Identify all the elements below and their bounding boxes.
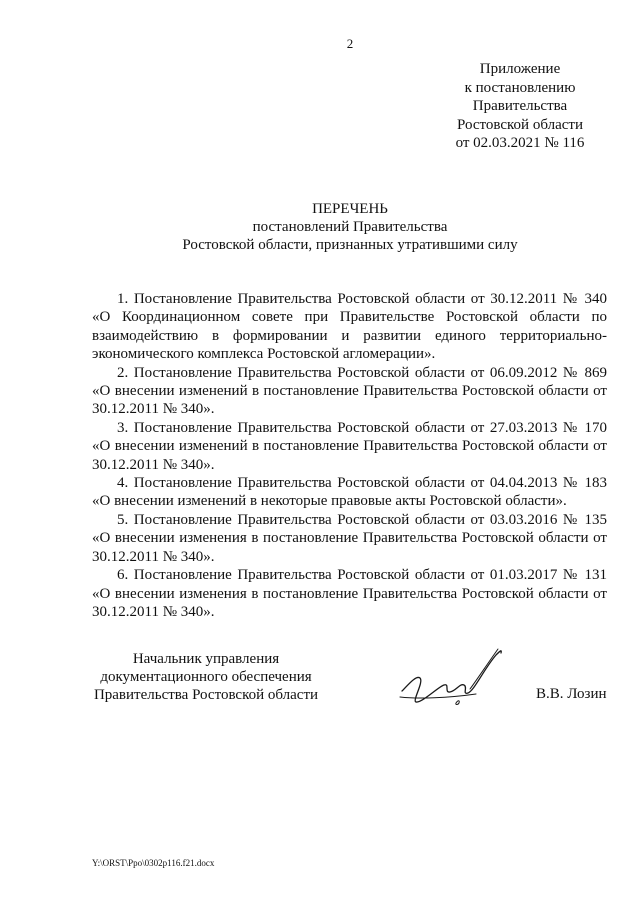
list-item: 6. Постановление Правительства Ростовской области от 01.03.2017 № 131 «О внесении изменения в постановление Правительства Ростовской области от 30.12.2011 № 340». <box>92 567 607 620</box>
signatory-title-line: Правительства Ростовской области <box>93 687 319 703</box>
appendix-line: Приложение <box>479 61 561 77</box>
list-item: 3. Постановление Правительства Ростовской области от 27.03.2013 № 170 «О внесении изменений в постановление Правительства Ростовской области от 30.12.2011 № 340». <box>92 419 607 473</box>
title-subtitle-line: Ростовской области, признанных утратившими силу <box>182 237 518 253</box>
appendix-block <box>440 60 600 153</box>
signatory-title-line: документационного обеспечения <box>100 669 312 685</box>
footer-file-path: Y:\ORST\Ppo\0302p116.f21.docx <box>92 858 215 868</box>
handwritten-signature <box>398 645 508 717</box>
title-heading: ПЕРЕЧЕНЬ <box>312 201 388 217</box>
appendix-line: к постановлению <box>464 79 576 96</box>
document-title <box>0 200 640 254</box>
appendix-line: Правительства <box>472 98 568 114</box>
list-item: 1. Постановление Правительства Ростовской области от 30.12.2011 № 340 «О Координационном совете при Правительстве Ростовской области по взаимодействию в формировании и развитии единого территориально-экономического комплекса Ростовской агломерации». <box>92 291 607 363</box>
resolution-list <box>92 290 607 621</box>
signatory-name: В.В. Лозин <box>536 686 607 702</box>
list-item: 4. Постановление Правительства Ростовской области от 04.04.2013 № 183 «О внесении изменений в некоторые правовые акты Ростовской области». <box>92 475 607 510</box>
list-item: 2. Постановление Правительства Ростовской области от 06.09.2012 № 869 «О внесении изменений в постановление Правительства Ростовской области от 30.12.2011 № 340». <box>92 364 607 418</box>
signatory-title <box>90 650 322 704</box>
title-subtitle-line: постановлений Правительства <box>252 219 448 235</box>
page-number: 2 <box>346 36 354 51</box>
appendix-line: от 02.03.2021 № 116 <box>455 135 585 151</box>
appendix-line: Ростовской области <box>457 116 583 133</box>
signatory-title-line: Начальник управления <box>132 651 280 667</box>
list-item: 5. Постановление Правительства Ростовской области от 03.03.2016 № 135 «О внесении изменения в постановление Правительства Ростовской области от 30.12.2011 № 340». <box>92 511 607 565</box>
